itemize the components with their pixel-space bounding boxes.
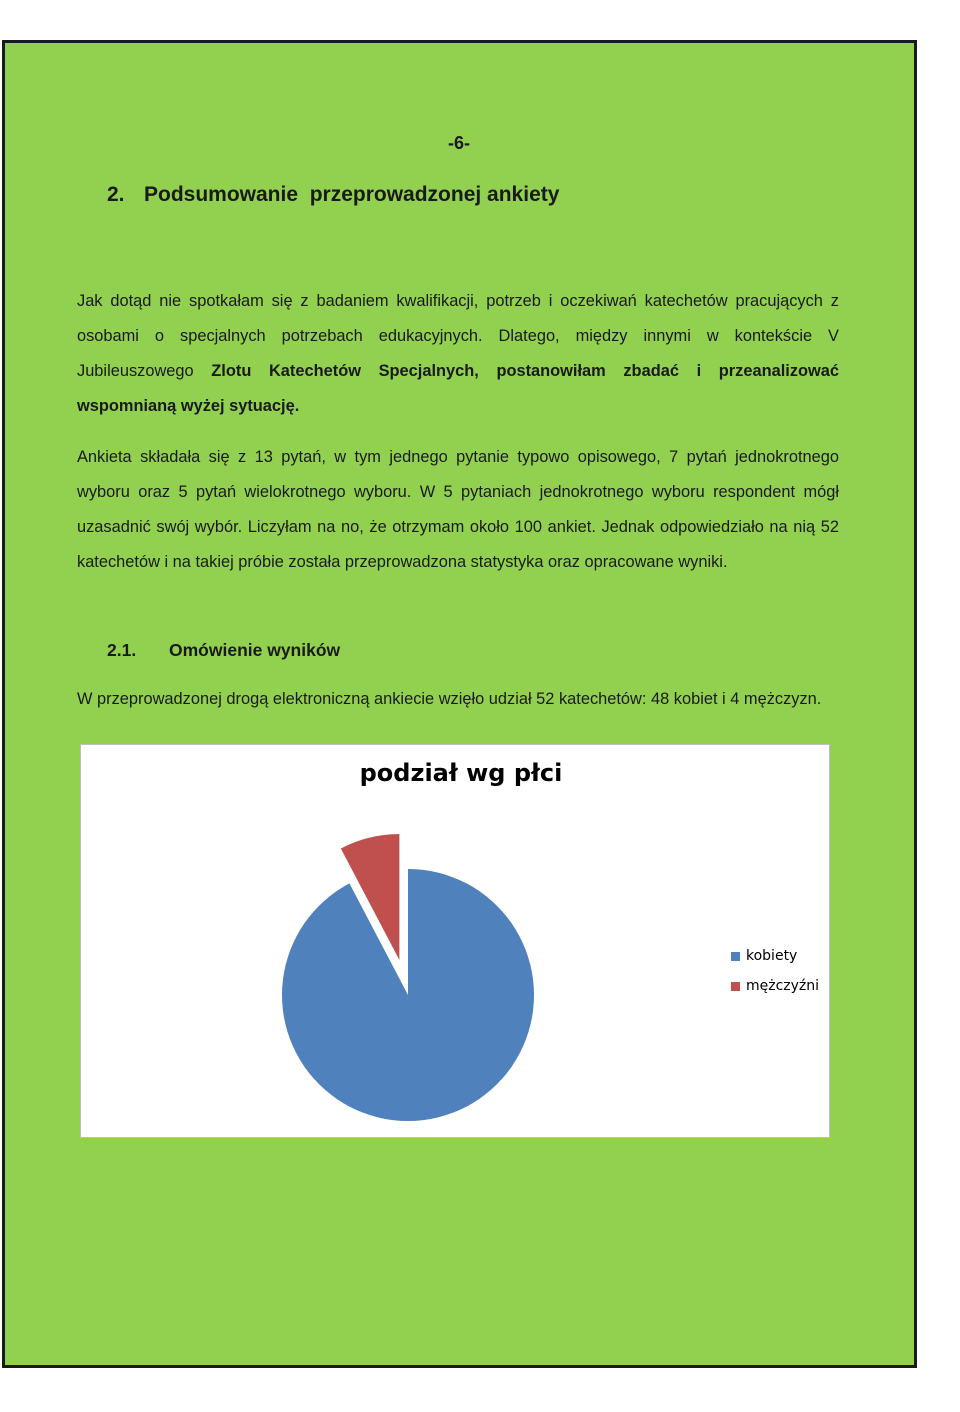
legend-label: mężczyźni	[746, 978, 820, 994]
page-number: -6-	[448, 133, 470, 153]
chart-legend	[731, 941, 819, 1001]
section-heading	[107, 183, 559, 207]
section-title: Podsumowanie przeprowadzonej ankiety	[144, 183, 560, 206]
legend-item	[731, 971, 819, 1001]
pie-chart-plot	[81, 745, 829, 1137]
intro-paragraph	[77, 284, 839, 424]
subsection-heading	[107, 640, 340, 661]
intro-text: Jak dotąd nie spotkałam się z badaniem kwalifikacji, potrzeb i oczekiwań katechetów pracujących z osobami o specjalnych potrzebach edukacyjnych. Dlatego, między innymi w kontekście V Jubileuszowego	[77, 292, 839, 380]
pie-chart	[80, 744, 830, 1138]
legend-swatch	[731, 982, 740, 991]
legend-item	[731, 941, 819, 971]
intro-bold-text: Zlotu Katechetów Specjalnych, postanowiłam zbadać i przeanalizować wspomnianą wyżej sytuację.	[77, 362, 840, 415]
subsection-number: 2.1.	[107, 640, 137, 660]
pie-slice-kobiety	[282, 869, 534, 1121]
legend-swatch	[731, 952, 740, 961]
chart-title: podział wg płci	[359, 759, 563, 787]
legend-label: kobiety	[746, 948, 798, 964]
section-number: 2.	[107, 183, 125, 206]
results-paragraph: W przeprowadzonej drogą elektroniczną ankiecie wzięło udział 52 katechetów: 48 kobiet i 4 mężczyzn.	[77, 690, 822, 708]
subsection-title: Omówienie wyników	[169, 640, 341, 660]
survey-description-paragraph: Ankieta składała się z 13 pytań, w tym jednego pytanie typowo opisowego, 7 pytań jednokrotnego wyboru oraz 5 pytań wielokrotnego wyboru. W 5 pytaniach jednokrotnego wyboru respondent mógł uzasadnić swój wybór. Liczyłam na no, że otrzymam około 100 ankiet. Jednak odpowiedziało na nią 52 katechetów i na takiej próbie została przeprowadzona statystyka oraz opracowane wyniki.	[77, 448, 839, 571]
